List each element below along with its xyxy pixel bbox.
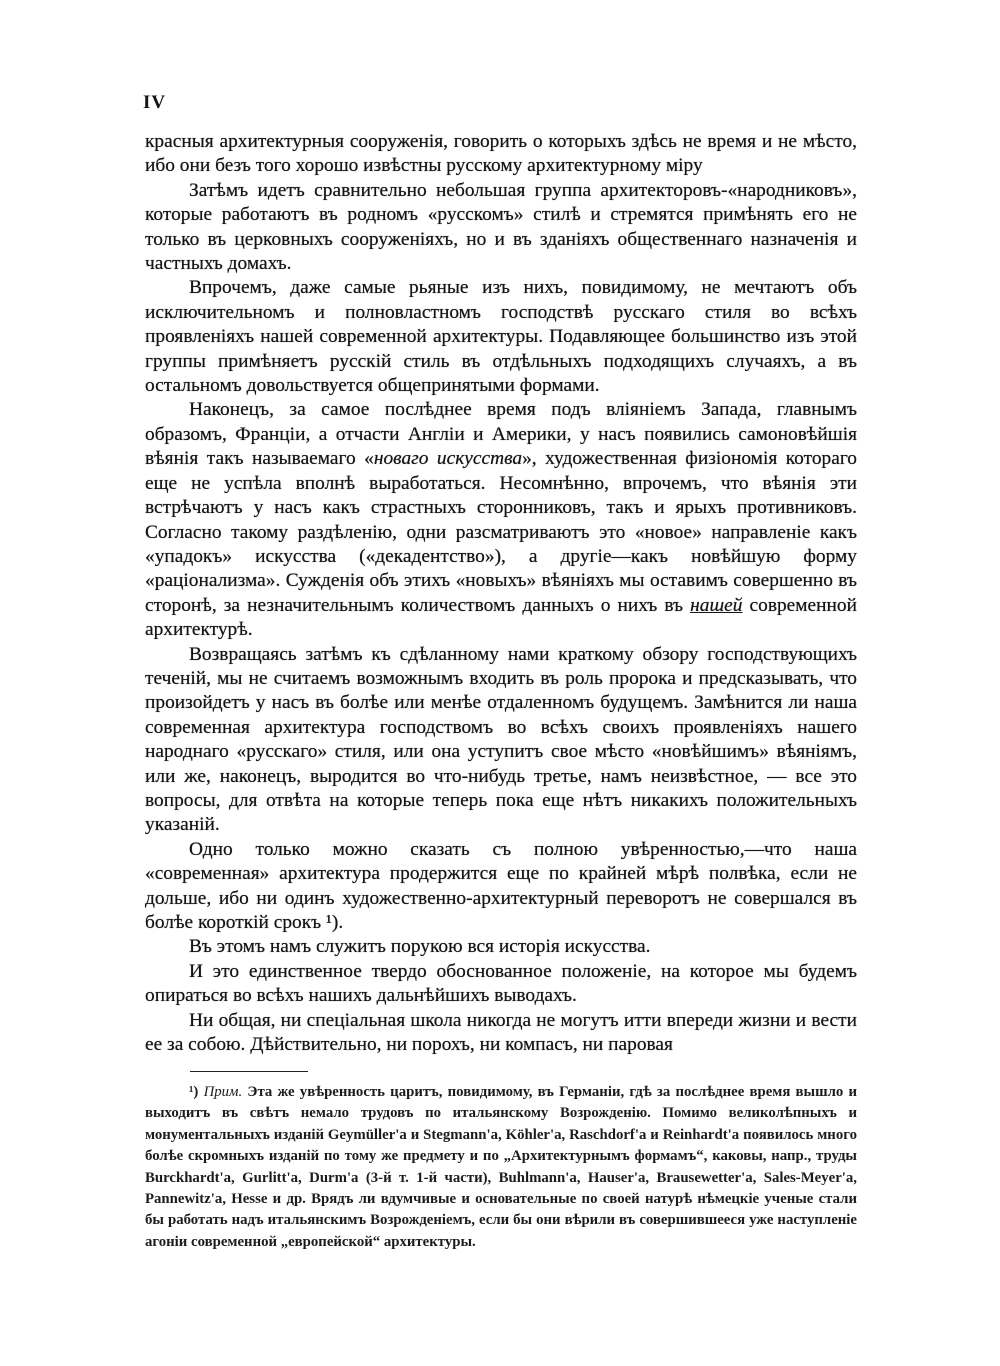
footnote-divider	[190, 1071, 308, 1072]
footnote	[145, 1082, 857, 1253]
paragraph-4-part-3: современной архитектурѣ.	[145, 594, 857, 641]
footnote-text: Эта же увѣренность царитъ, повидимому, въ Германіи, гдѣ за послѣднее время вышло и выходитъ въ свѣтъ немало трудовъ по итальянскому Возрожденію. Помимо великолѣпныхъ и монументальныхъ изданій Geymüller'а и Stegmann'а, Köhler'а, Raschdorf'а и Reinhardt'а появилось много болѣе скромныхъ изданій по тому же предмету и по „Архитектурнымъ формамъ“, каковы, напр., труды Burckhardt'а, Gurlitt'а, Durm'а (3-й т. 1-й части), Buhlmann'а, Hauser'а, Brausewetter'а, Sales-Meyer'а, Pannewitz'а, Hesse и др. Врядъ ли вдумчивые и основательные по своей натурѣ нѣмецкіе ученые стали бы работать надъ итальянскимъ Возрожденіемъ, если бы они вѣрили въ совершившееся уже наступленіе агоніи современной „европейской“ архитектуры.	[145, 1084, 858, 1250]
paragraph-1: красныя архитектурныя сооруженія, говорить о которыхъ здѣсь не время и не мѣсто, ибо они безъ того хорошо извѣстны русскому архитектурному міру	[145, 131, 857, 177]
page-number: IV	[143, 92, 167, 113]
paragraph-4-italic-new-art: новаго искусства	[373, 448, 523, 470]
paragraph-6-text: Одно только можно сказать съ полною увѣренностью,—что наша «современная» архитектура продержится еще по крайней мѣрѣ полвѣка, если не дольше, ибо ни одинъ художественно-архитектурный переворотъ не совершался въ болѣе короткій срокъ	[145, 838, 857, 933]
paragraph-5: Возвращаясь затѣмъ къ сдѣланному нами краткому обзору господствующихъ теченій, мы не считаемъ возможнымъ входить въ роль пророка и предсказывать, что произойдетъ у насъ въ болѣе или менѣе отдаленномъ будущемъ. Замѣнится ли наша современная архитектура господствомъ во всѣхъ своихъ проявленіяхъ нашего народнаго «русскаго» стиля, или она уступитъ свое мѣсто «новѣйшимъ» вѣяніямъ, или же, наконецъ, выродится во что-нибудь третье, намъ неизвѣстное, — все это вопросы, для отвѣта на которые теперь пока еще нѣтъ никакихъ положительныхъ указаній.	[145, 643, 857, 836]
paragraph-4-italic-our: нашей	[690, 594, 743, 616]
paragraph-4-part-1: Наконецъ, за самое послѣднее время подъ вліяніемъ Запада, главнымъ образомъ, Франціи, а отчасти Англіи и Америки, у насъ появились самоновѣйшія вѣянія такъ называемаго «	[145, 399, 857, 470]
paragraph-8: И это единственное твердо обоснованное положеніе, на которое мы будемъ опираться во всѣхъ нашихъ дальнѣйшихъ выводахъ.	[145, 960, 857, 1007]
paragraph-4-part-2: », художественная физіономія котораго еще не успѣла вполнѣ выработаться. Несомнѣнно, впрочемъ, что вѣянія эти встрѣчаютъ у насъ какъ страстныхъ сторонниковъ, такъ и ярыхъ противниковъ. Согласно такому раздѣленію, одни разсматриваютъ это «новое» направленіе какъ «упадокъ» искусства («декадентство»), а другіе—какъ новѣйшую форму «раціонализма». Сужденія объ этихъ «новыхъ» вѣяніяхъ мы оставимъ совершенно въ сторонѣ, за незначительнымъ количествомъ данныхъ о нихъ въ	[145, 448, 857, 616]
main-text	[145, 130, 857, 1057]
paragraph-6	[145, 838, 857, 936]
paragraph-4	[145, 398, 857, 642]
paragraph-9: Ни общая, ни спеціальная школа никогда не могутъ итти впереди жизни и вести ее за собою. Дѣйствительно, ни порохъ, ни компасъ, ни паровая	[145, 1009, 857, 1056]
footnote-marker: ¹)	[189, 1084, 199, 1100]
paragraph-3: Впрочемъ, даже самые рьяные изъ нихъ, повидимому, не мечтаютъ объ исключительномъ и полновластномъ господствѣ русскаго стиля во всѣхъ проявленіяхъ нашей современной архитектуры. Подавляющее большинство изъ этой группы примѣняетъ русскій стиль въ отдѣльныхъ подходящихъ случаяхъ, а въ остальномъ довольствуется общепринятыми формами.	[145, 277, 857, 397]
paragraph-2: Затѣмъ идетъ сравнительно небольшая группа архитекторовъ-«народниковъ», которые работаютъ въ родномъ «русскомъ» стилѣ и стремятся примѣнять его не только въ церковныхъ сооруженіяхъ, но и въ зданіяхъ общественнаго назначенія и частныхъ домахъ.	[145, 179, 857, 275]
paragraph-7: Въ этомъ намъ служитъ порукою вся исторія искусства.	[189, 936, 651, 958]
footnote-paragraph	[145, 1082, 857, 1253]
footnote-reference[interactable]: ¹).	[326, 912, 344, 933]
footnote-label: Прим.	[203, 1084, 243, 1100]
